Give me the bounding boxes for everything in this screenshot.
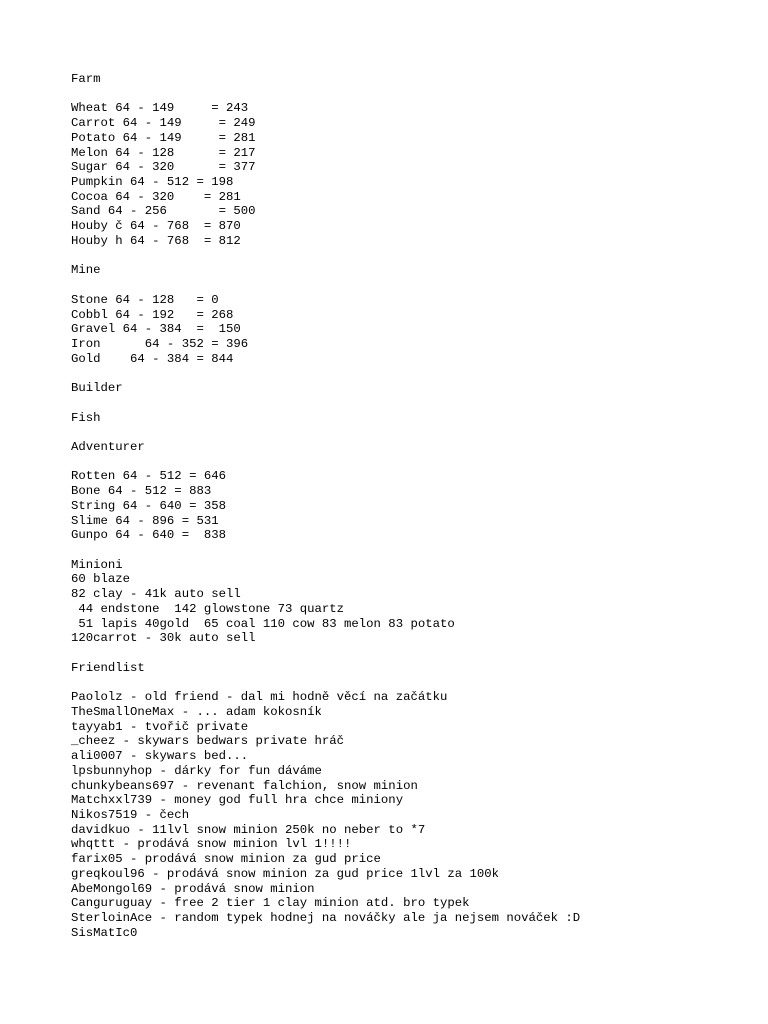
farm-item-houby-c: Houby č 64 - 768 = 870 bbox=[71, 219, 241, 234]
friend-entry: farix05 - prodává snow minion za gud price bbox=[71, 852, 381, 867]
friend-entry: Canguruguay - free 2 tier 1 clay minion atd. bro typek bbox=[71, 896, 470, 911]
farm-item-sugar: Sugar 64 - 320 = 377 bbox=[71, 160, 256, 175]
adventurer-item-string: String 64 - 640 = 358 bbox=[71, 498, 226, 513]
mine-item-gravel: Gravel 64 - 384 = 150 bbox=[71, 322, 241, 337]
friend-entry: davidkuo - 11lvl snow minion 250k no neber to *7 bbox=[71, 822, 426, 837]
adventurer-item-gunpo: Gunpo 64 - 640 = 838 bbox=[71, 528, 226, 543]
minion-line: 51 lapis 40gold 65 coal 110 cow 83 melon 83 potato bbox=[71, 616, 455, 631]
farm-item-sand: Sand 64 - 256 = 500 bbox=[71, 204, 256, 219]
mine-item-cobbl: Cobbl 64 - 192 = 268 bbox=[71, 307, 234, 322]
blank-line bbox=[71, 675, 751, 690]
friend-entry: AbeMongol69 - prodává snow minion bbox=[71, 881, 315, 896]
blank-line bbox=[71, 366, 751, 381]
farm-item-potato: Potato 64 - 149 = 281 bbox=[71, 130, 256, 145]
friend-entry: chunkybeans697 - revenant falchion, snow minion bbox=[71, 778, 418, 793]
blank-line bbox=[71, 425, 751, 440]
blank-line bbox=[71, 249, 751, 264]
friend-entry: SisMatIc0 bbox=[71, 925, 138, 940]
friend-entry: TheSmallOneMax - ... adam kokosník bbox=[71, 704, 322, 719]
farm-item-cocoa: Cocoa 64 - 320 = 281 bbox=[71, 189, 241, 204]
section-heading-minioni: Minioni bbox=[71, 557, 123, 572]
minion-line: 60 blaze bbox=[71, 572, 131, 587]
farm-item-carrot: Carrot 64 - 149 = 249 bbox=[71, 116, 256, 131]
friend-entry: ali0007 - skywars bed... bbox=[71, 749, 249, 764]
section-heading-adventurer: Adventurer bbox=[71, 439, 145, 454]
adventurer-item-bone: Bone 64 - 512 = 883 bbox=[71, 484, 212, 499]
adventurer-item-slime: Slime 64 - 896 = 531 bbox=[71, 513, 219, 528]
section-heading-friendlist: Friendlist bbox=[71, 660, 145, 675]
farm-item-houby-h: Houby h 64 - 768 = 812 bbox=[71, 233, 241, 248]
section-heading-builder: Builder bbox=[71, 381, 123, 396]
mine-item-stone: Stone 64 - 128 = 0 bbox=[71, 292, 219, 307]
minion-line: 82 clay - 41k auto sell bbox=[71, 587, 241, 602]
blank-line bbox=[71, 278, 751, 293]
adventurer-item-rotten: Rotten 64 - 512 = 646 bbox=[71, 469, 226, 484]
blank-line bbox=[71, 455, 751, 470]
farm-item-melon: Melon 64 - 128 = 217 bbox=[71, 145, 256, 160]
section-heading-mine: Mine bbox=[71, 263, 101, 278]
friend-entry: whqttt - prodává snow minion lvl 1!!!! bbox=[71, 837, 352, 852]
minion-line: 120carrot - 30k auto sell bbox=[71, 631, 256, 646]
section-heading-fish: Fish bbox=[71, 410, 101, 425]
friend-entry: Nikos7519 - čech bbox=[71, 807, 190, 822]
farm-item-pumpkin: Pumpkin 64 - 512 = 198 bbox=[71, 175, 234, 190]
friend-entry: greqkoul96 - prodává snow minion za gud price 1lvl za 100k bbox=[71, 866, 500, 881]
blank-line bbox=[71, 396, 751, 411]
farm-item-wheat: Wheat 64 - 149 = 243 bbox=[71, 101, 249, 116]
friend-entry: SterloinAce - random typek hodnej na nováčky ale ja nejsem nováček :D bbox=[71, 910, 581, 925]
friend-entry: Matchxxl739 - money god full hra chce miniony bbox=[71, 793, 404, 808]
section-heading-farm: Farm bbox=[71, 72, 101, 86]
friend-entry: tayyab1 - tvořič private bbox=[71, 719, 249, 734]
friend-entry: lpsbunnyhop - dárky for fun dáváme bbox=[71, 763, 322, 778]
friend-entry: _cheez - skywars bedwars private hráč bbox=[71, 734, 345, 749]
mine-item-iron: Iron 64 - 352 = 396 bbox=[71, 336, 249, 351]
friend-entry: Paololz - old friend - dal mi hodně věcí na začátku bbox=[71, 690, 448, 705]
blank-line bbox=[71, 543, 751, 558]
blank-line bbox=[71, 87, 751, 102]
mine-item-gold: Gold 64 - 384 = 844 bbox=[71, 351, 234, 366]
minion-line: 44 endstone 142 glowstone 73 quartz bbox=[71, 601, 345, 616]
blank-line bbox=[71, 646, 751, 661]
document-body bbox=[71, 72, 751, 940]
